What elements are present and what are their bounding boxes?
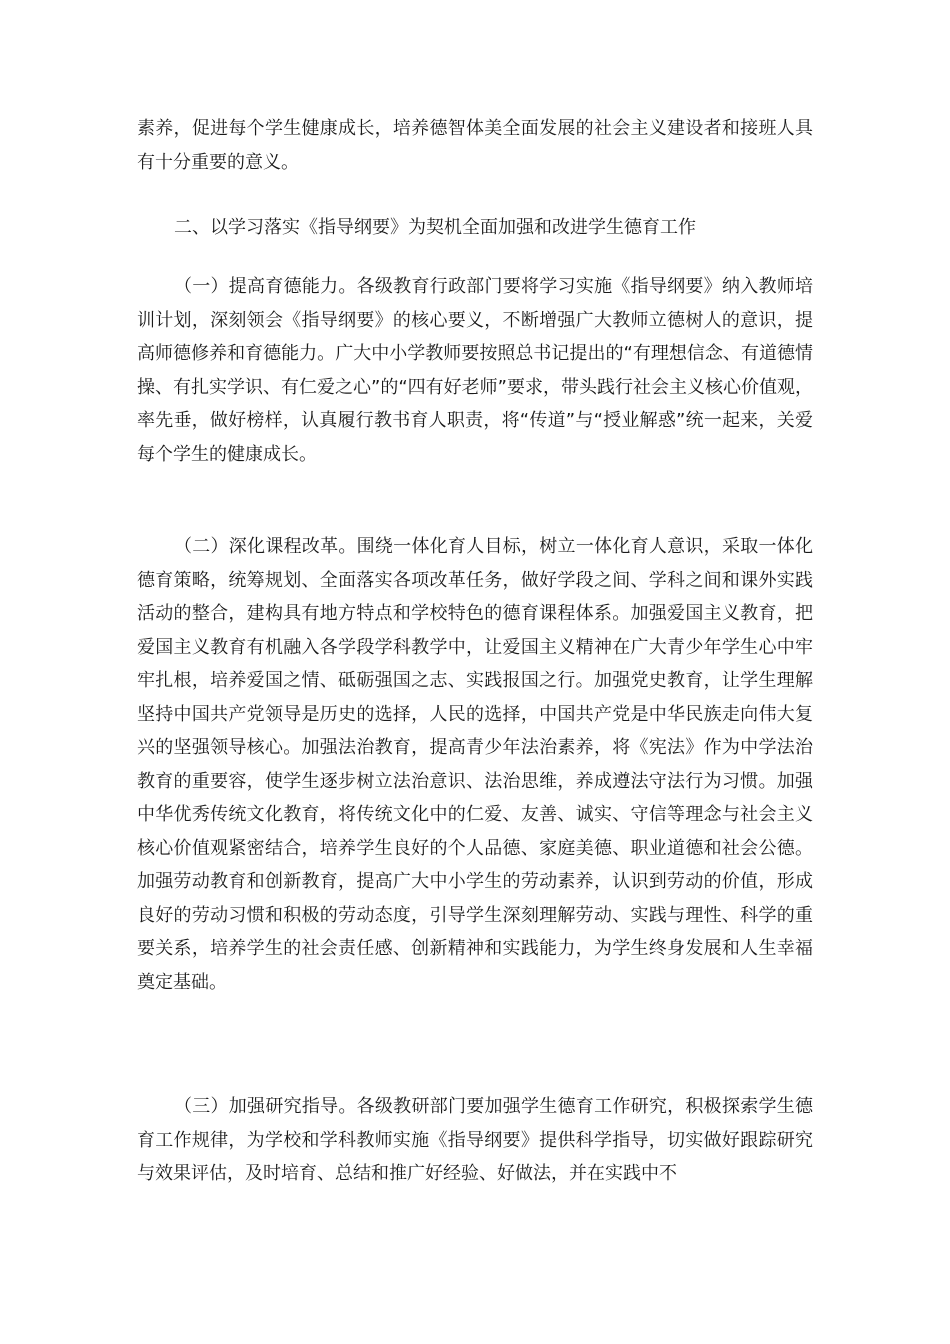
paragraph-intro-continuation: [137, 112, 813, 179]
paragraph-subsection-2: [137, 530, 813, 999]
section-heading-2: [137, 211, 813, 245]
paragraph-text: （一）提高育德能力。各级教育行政部门要将学习实施《指导纲要》纳入教师培训计划，深刻领会《指导纲要》的核心要义，不断增强广大教师立德树人的意识，提高师德修养和育德能力。广大中小学教师要按照总书记提出的“有理想信念、有道德情操、有扎实学识、有仁爱之心”的“四有好老师”要求，带头践行社会主义核心价值观，率先垂，做好榜样，认真履行教书育人职责，将“传道”与“授业解惑”统一起来，关爱每个学生的健康成长。: [137, 276, 813, 465]
paragraph-subsection-1: [137, 270, 813, 471]
paragraph-text: （二）深化课程改革。围绕一体化育人目标，树立一体化育人意识，采取一体化德育策略，统筹规划、全面落实各项改革任务，做好学段之间、学科之间和课外实践活动的整合，建构具有地方特点和学校特色的德育课程体系。加强爱国主义教育，把爱国主义教育有机融入各学段学科教学中，让爱国主义精神在广大青少年学生心中牢牢扎根，培养爱国之情、砥砺强国之志、实践报国之行。加强党史教育，让学生理解坚持中国共产党领导是历史的选择，人民的选择，中国共产党是中华民族走向伟大复兴的坚强领导核心。加强法治教育，提高青少年法治素养，将《宪法》作为中学法治教育的重要容，使学生逐步树立法治意识、法治思维，养成遵法守法行为习惯。加强中华优秀传统文化教育，将传统文化中的仁爱、友善、诚实、守信等理念与社会主义核心价值观紧密结合，培养学生良好的个人品德、家庭美德、职业道德和社会公德。加强劳动教育和创新教育，提高广大中小学生的劳动素养，认识到劳动的价值，形成良好的劳动习惯和积极的劳动态度，引导学生深刻理解劳动、实践与理性、科学的重要关系，培养学生的社会责任感、创新精神和实践能力，为学生终身发展和人生幸福奠定基础。: [137, 536, 813, 993]
paragraph-subsection-3: [137, 1090, 813, 1191]
paragraph-text: （三）加强研究指导。各级教研部门要加强学生德育工作研究，积极探索学生德育工作规律，为学校和学科教师实施《指导纲要》提供科学指导，切实做好跟踪研究与效果评估，及时培育、总结和推广好经验、好做法，并在实践中不: [137, 1096, 813, 1184]
section-heading-text: 二、以学习落实《指导纲要》为契机全面加强和改进学生德育工作: [174, 217, 696, 238]
paragraph-text: 素养，促进每个学生健康成长，培养德智体美全面发展的社会主义建设者和接班人具有十分重要的意义。: [137, 118, 813, 173]
